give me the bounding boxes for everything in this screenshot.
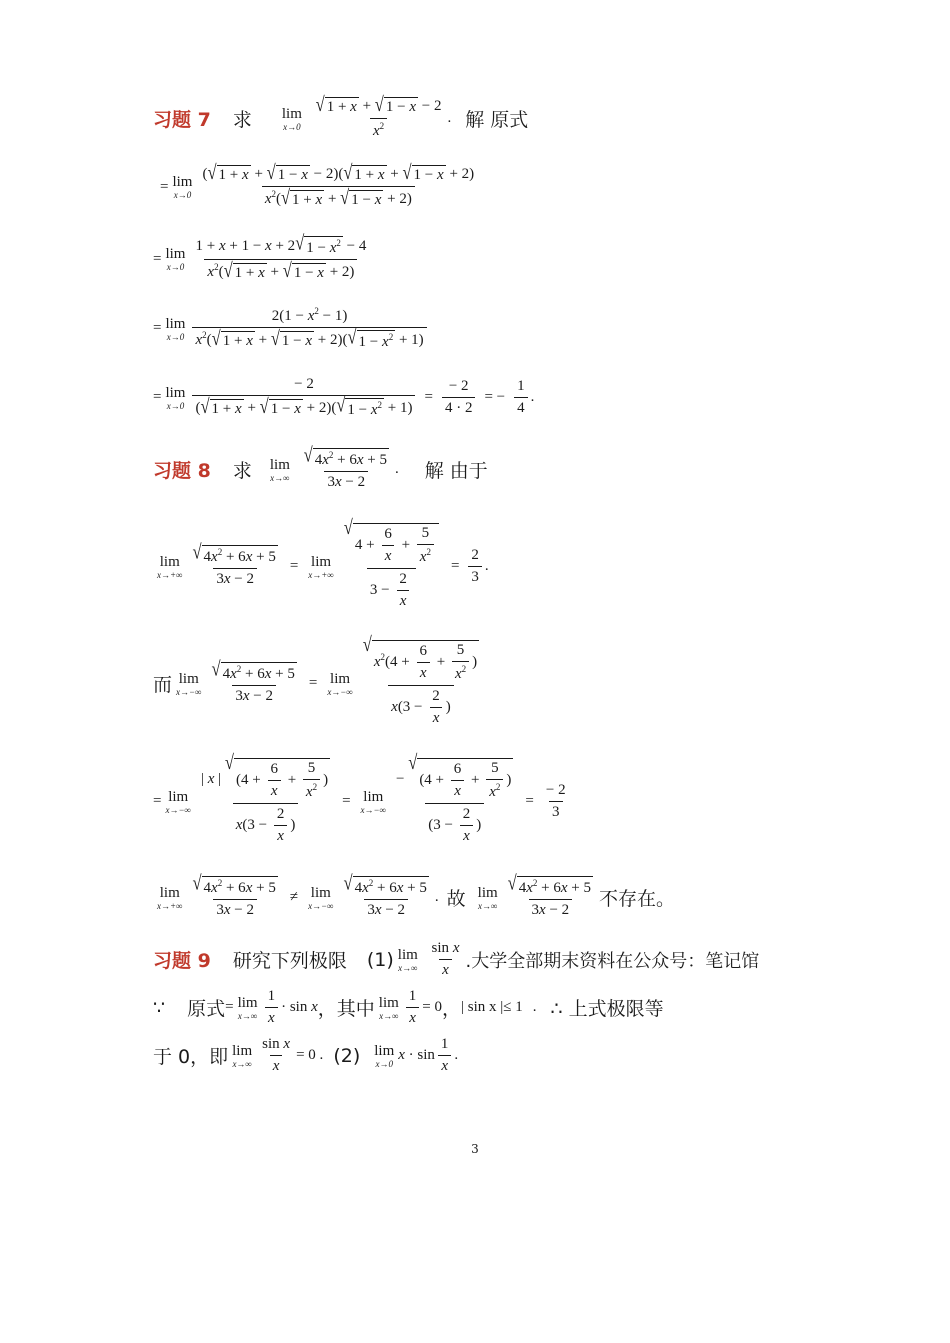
exercise-7-step-1: = lim x→0 ( √ 1 + x + √ 1 − x − 2)( √ 1 + x + √ 1 − x + 2) $x^2$( √ 1 + x + √ 1 − x + 2)	[160, 160, 475, 209]
exercise-7-ask: 求	[232, 109, 252, 131]
exercise-9-where: ，其中	[317, 998, 375, 1020]
exercise-8-whereas: 而	[153, 674, 173, 696]
page-number: 3	[471, 1142, 479, 1156]
exercise-9-bound: | sin x |≤ 1	[461, 999, 523, 1015]
exercise-7-label: 习题 7	[153, 109, 211, 131]
exercise-9-header	[153, 940, 759, 979]
exercise-7-solution: 解 原式	[465, 109, 529, 131]
exercise-7-header	[153, 92, 529, 140]
exercise-9-comma: ，	[442, 998, 462, 1020]
exercise-9-ad: .大学全部期末资料在公众号：笔记馆	[465, 950, 760, 972]
exercise-9-part-1: (1)	[366, 948, 394, 971]
exercise-8-left-limit-continued: = lim x→−∞ | x | √ (4 + $\frac{6}{x}$ + $\frac{5}{x^2}$ ) x(3 − $\frac{2}{x}$ ) = lim x→−∞ − √ (4 + $\frac{6}{x}$ + $\frac{5}{x^2}$ ) (3 − $\frac{2}{x}$ ) = $\frac{- 2}{3}$	[153, 750, 566, 844]
exercise-9-part-2: (2)	[333, 1044, 361, 1067]
exercise-9-hence: ∴ 上式极限等	[550, 998, 664, 1020]
exercise-9-part-1-problem: lim x→∞ $\frac{\text{sin x}}{x}$	[397, 940, 460, 978]
exercise-9-expression-2: lim x→∞ $\frac{1}{x}$ = 0	[378, 988, 443, 1026]
exercise-9-expression-1: = lim x→∞ $\frac{1}{x}$ · sin x	[225, 988, 318, 1026]
exercise-7-period: .	[447, 110, 452, 126]
exercise-7-step-4: = lim x→0 − 2 ( √ 1 + x + √ 1 − x + 2)( √ $1 - x^2$ + 1) = $\frac{- 2}{4 \cdot 2}$ = − $\frac{1}{4}$ .	[153, 376, 535, 418]
exercise-7-step-2: = lim x→0 1 + x + 1 − x + 2 √ $1 - x^2$ − 4 $x^2$( √ 1 + x + √ 1 − x + 2)	[153, 230, 367, 282]
exercise-9-equals-zero: 于 0，即	[153, 1046, 229, 1068]
exercise-8-ask: 求	[232, 460, 252, 482]
exercise-8-therefore: 故	[446, 888, 466, 910]
exercise-9-intro: 研究下列极限	[232, 950, 347, 972]
exercise-8-period: .	[394, 461, 399, 477]
exercise-9-line-2: ∵ 原式 = lim x→∞ $\frac{1}{x}$ · sin x ，其中 lim x→∞ $\frac{1}{x}$ = 0 ， | sin x |≤ 1 . ∴ 上式极限等	[153, 988, 664, 1026]
exercise-8-solution: 解 由于	[424, 460, 488, 482]
exercise-8-header	[153, 442, 488, 491]
exercise-8-problem: lim x→∞ √ $4x^2 + 6x + 5$ 3x − 2	[269, 442, 387, 490]
because-symbol: ∵	[153, 996, 166, 1019]
exercise-9-part-2-problem: lim x→0 x · sin $\frac{1}{x}$ .	[374, 1036, 459, 1074]
exercise-8-conclusion-text: 不存在。	[599, 888, 676, 910]
exercise-9-expression-3: lim x→∞ $\frac{\text{sin x}}{x}$ = 0 .	[232, 1036, 324, 1074]
exercise-8-label: 习题 8	[153, 460, 211, 482]
exercise-9-original: 原式	[187, 998, 226, 1020]
exercise-8-conclusion: lim x→+∞ √ $4x^2 + 6x + 5$ 3x − 2 ≠ lim x→−∞ √ $4x^2 + 6x + 5$ 3x − 2 . 故 lim x→∞ √ $4x^2 + 6x + 5$ 3x − 2 不存在。	[157, 870, 676, 918]
exercise-8-right-limit: lim x→+∞ √ $4x^2 + 6x + 5$ 3x − 2 = lim x→+∞ √ 4 + $\frac{6}{x}$ + $\frac{5}{x^2}$ 3 − $\frac{2}{x}$ = $\frac{2}{3}$ .	[157, 515, 489, 609]
exercise-8-left-limit: 而 lim x→−∞ √ $4x^2 + 6x + 5$ 3x − 2 = lim x→−∞ √ $x^2(4$ + $\frac{6}{x}$ + $\frac{5}{x^2}$ ) x(3 − $\frac{2}{x}$ )	[153, 632, 478, 726]
exercise-7-problem: lim x→0 √ 1 + x + √ 1 − x − 2 $x^2$	[281, 92, 442, 139]
exercise-9-label: 习题 9	[153, 950, 211, 972]
exercise-7-step-3: = lim x→0 $2(1 - x^2 - 1)$ $x^2$( √ 1 + x + √ 1 − x + 2)( √ $1 - x^2$ + 1)	[153, 306, 430, 351]
exercise-9-line-3	[153, 1036, 458, 1075]
